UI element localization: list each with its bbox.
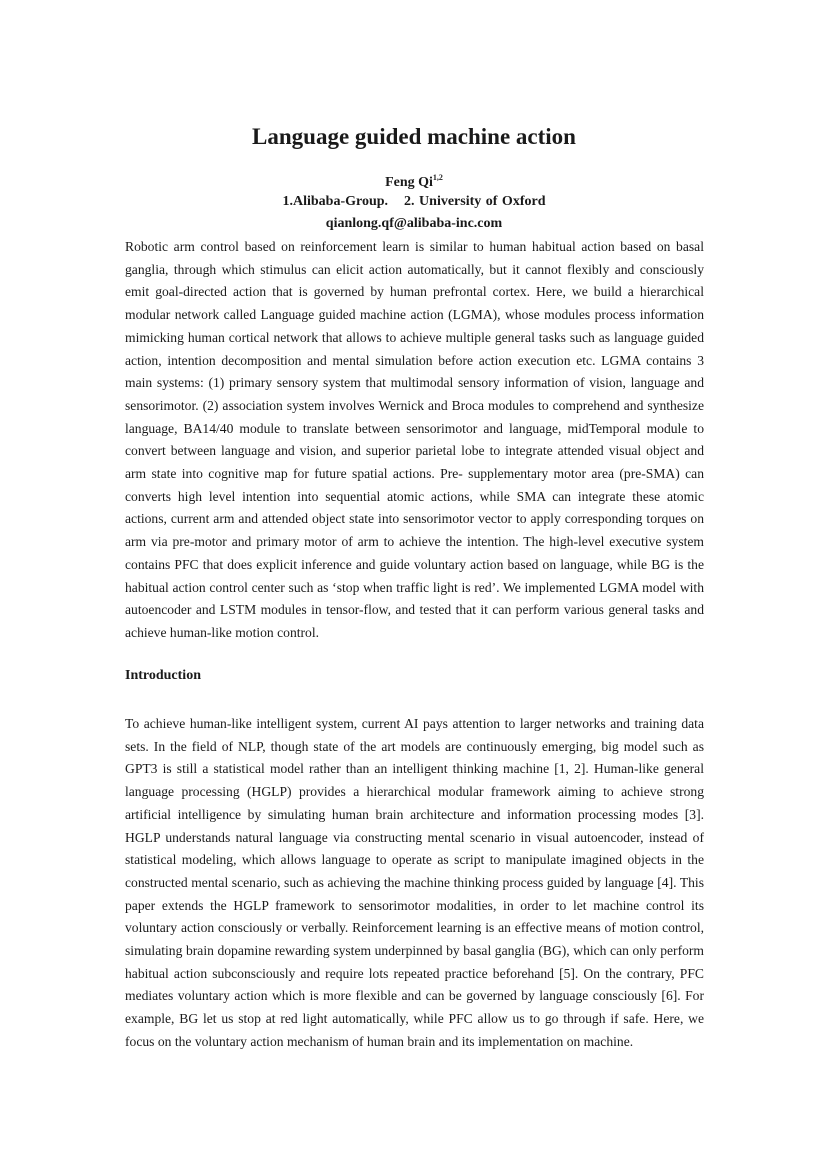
section-heading-introduction: Introduction [125,668,201,683]
affiliations [0,194,828,210]
affiliation-1: 1.Alibaba-Group. [282,194,389,209]
abstract-paragraph: Robotic arm control based on reinforcement learn is similar to human habitual action based on basal ganglia, through which stimulus can elicit action automatically, but it cannot flexibly and consciously emit goal-directed action that is governed by human prefrontal cortex. Here, we build a hierarchical modular network called Language guided machine action (LGMA), whose modules process information mimicking human cortical network that allows to achieve multiple general tasks such as language guided action, intention decomposition and mental simulation before action execution etc. LGMA contains 3 main systems: (1) primary sensory system that multimodal sensory information of vision, language and sensorimotor. (2) association system involves Wernick and Broca modules to comprehend and synthesize language, BA14/40 module to translate between sensorimotor and language, midTemporal module to convert between language and vision, and superior parietal lobe to integrate attended visual object and arm state into cognitive map for future spatial actions. Pre- supplementary motor area (pre-SMA) can converts high level intention into sequential atomic actions, while SMA can integrate these atomic actions, current arm and attended object state into sensorimotor vector to apply corresponding torques on arm via pre-motor and primary motor of arm to achieve the intention. The high-level executive system contains PFC that does explicit inference and guide voluntary action based on language, while BG is the habitual action control center such as ‘stop when traffic light is red’. We implemented LGMA model with autoencoder and LSTM modules in tensor-flow, and tested that it can perform various general tasks and achieve human-like motion control. [125,239,704,640]
author-name: Feng Qi [385,175,433,190]
author-line [0,173,828,191]
paper-title: Language guided machine action [252,124,576,149]
introduction-paragraph: To achieve human-like intelligent system, current AI pays attention to larger networks and training data sets. In the field of NLP, though state of the art models are continuously emerging, big model such as GPT3 is still a statistical model rather than an intelligent thinking machine [1, 2]. Human-like general language processing (HGLP) provides a hierarchical modular framework aiming to achieve strong artificial intelligence by simulating human brain architecture and information processing modes [3]. HGLP understands natural language via constructing mental scenario in visual autoencoder, instead of statistical modeling, which allows language to operate as script to manipulate imagined objects in the constructed mental scenario, such as achieving the machine thinking process guided by language [4]. This paper extends the HGLP framework to sensorimotor modalities, in order to let machine control its voluntary action consciously or verbally. Reinforcement learning is an effective means of motion control, simulating brain dopamine rewarding system underpinned by basal ganglia (BG), which can only perform habitual action subconsciously and require lots repeated practice beforehand [5]. On the contrary, PFC mediates voluntary action which is more flexible and can be governed by language consciously [6]. For example, BG let us stop at red light automatically, while PFC allow us to go through if safe. Here, we focus on the voluntary action mechanism of human brain and its implementation on machine. [125,716,704,1049]
author-email: qianlong.qf@alibaba-inc.com [325,216,503,231]
affiliation-2: 2. University of Oxford [404,194,546,209]
author-affiliation-marker: 1,2 [432,173,443,182]
